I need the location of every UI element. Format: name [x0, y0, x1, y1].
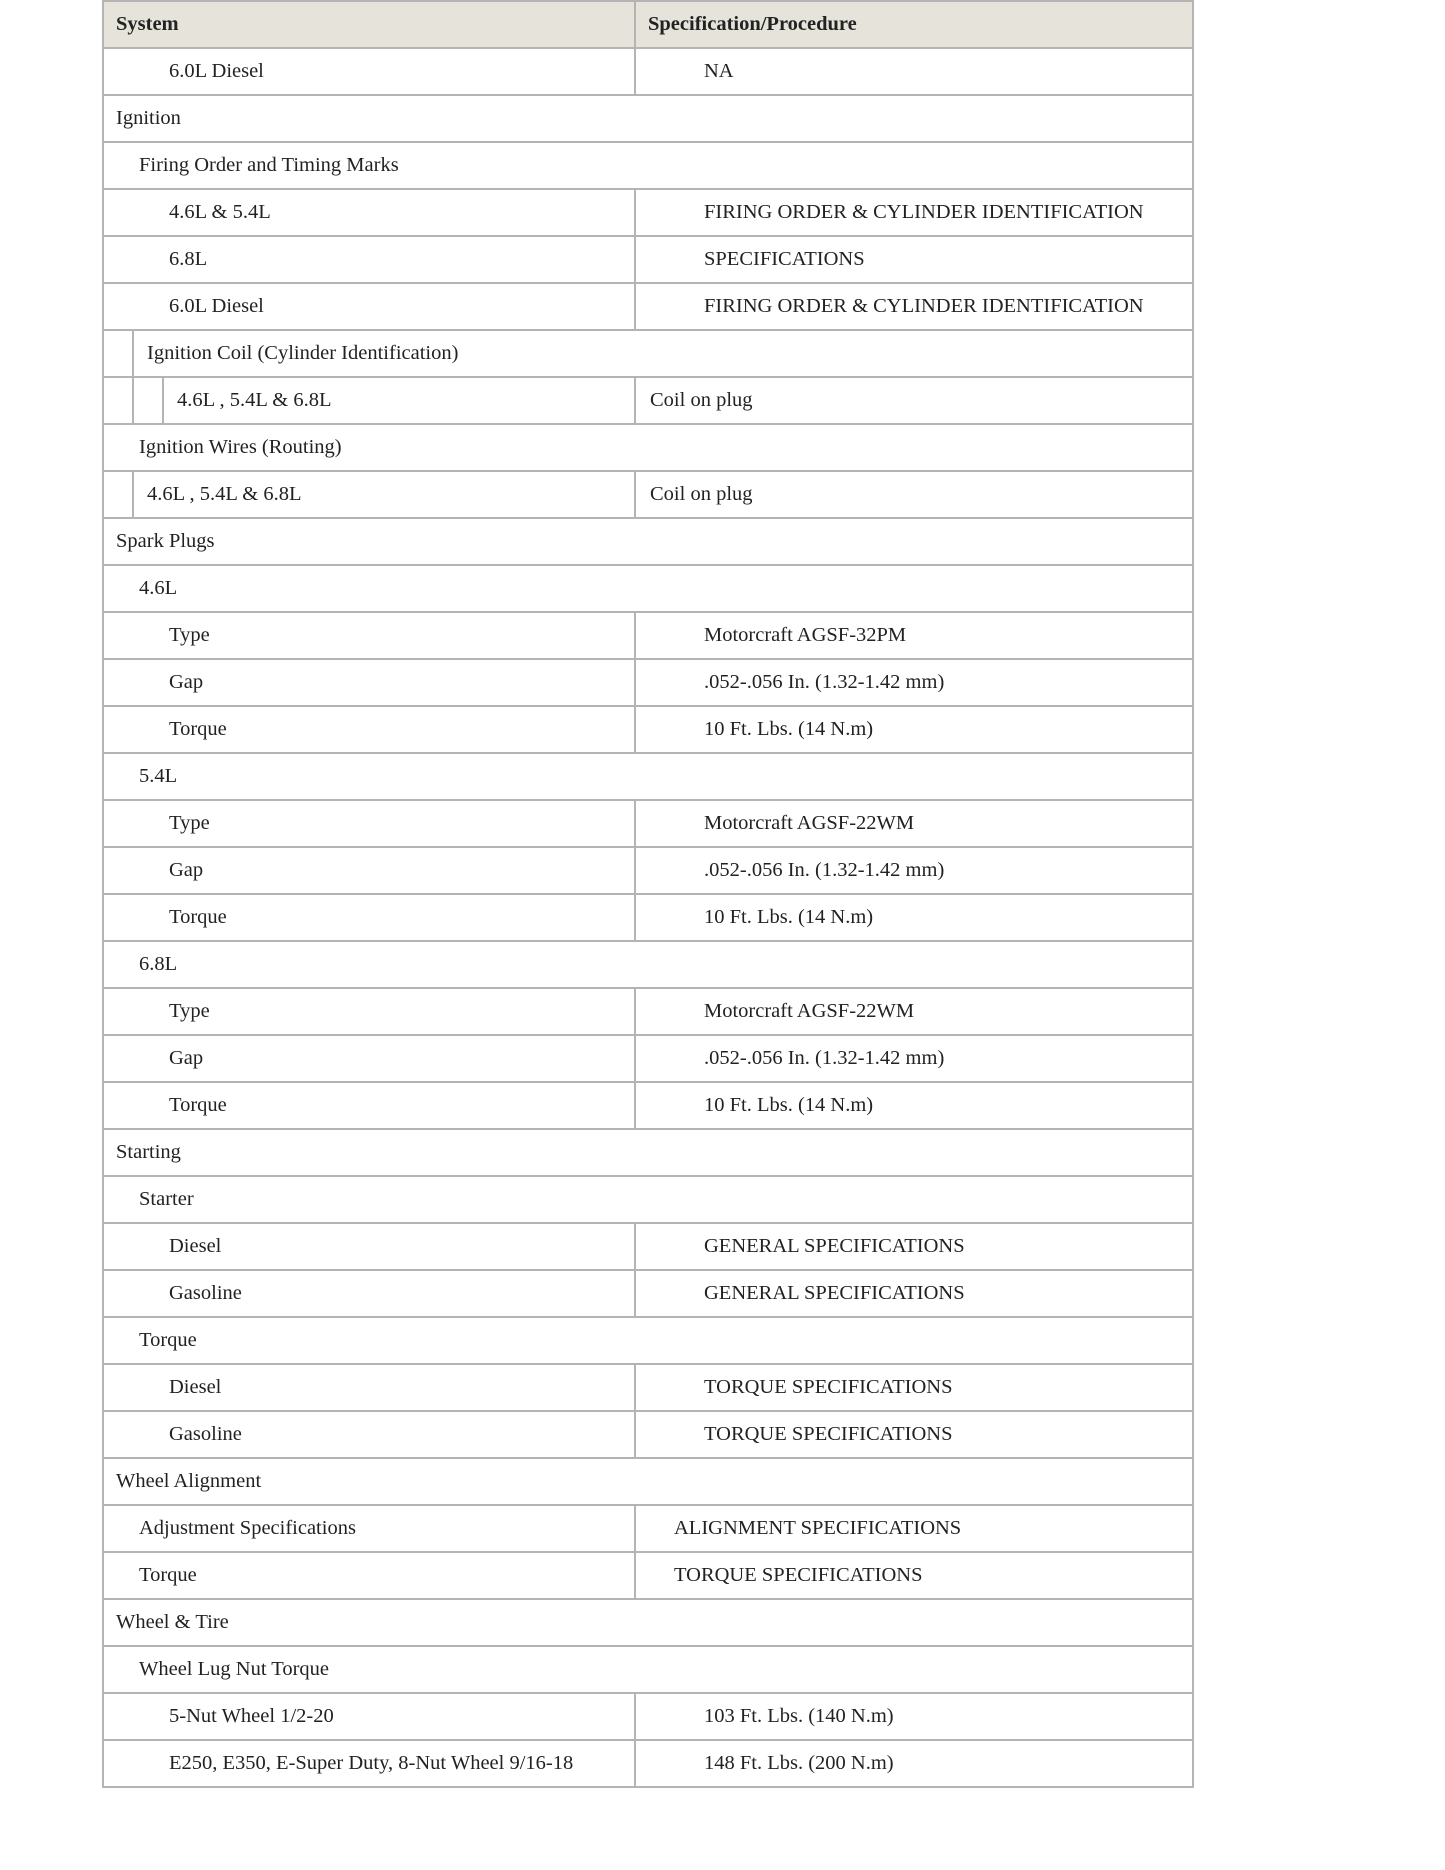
table-row — [103, 1035, 1193, 1082]
table-row — [103, 1223, 1193, 1270]
spec-cell: 10 Ft. Lbs. (14 N.m) — [635, 706, 1193, 753]
spec-cell: 10 Ft. Lbs. (14 N.m) — [635, 894, 1193, 941]
system-cell: Torque — [103, 1082, 635, 1129]
table-row — [103, 847, 1193, 894]
system-cell: Torque — [103, 706, 635, 753]
nested-system-cell — [103, 377, 635, 424]
section-label: Ignition Wires (Routing) — [103, 424, 1193, 471]
spec-cell: Motorcraft AGSF-22WM — [635, 988, 1193, 1035]
section-row — [103, 1129, 1193, 1176]
section-label: Wheel Alignment — [103, 1458, 1193, 1505]
spec-cell: Coil on plug — [635, 377, 1193, 424]
table-row — [103, 1411, 1193, 1458]
table-row — [103, 659, 1193, 706]
system-cell: Type — [103, 988, 635, 1035]
system-cell: Torque — [103, 894, 635, 941]
system-cell: Gasoline — [103, 1411, 635, 1458]
table-row — [103, 236, 1193, 283]
system-label: 4.6L , 5.4L & 6.8L — [147, 483, 302, 505]
section-row — [103, 95, 1193, 142]
indent-divider — [104, 331, 134, 376]
spec-cell: 148 Ft. Lbs. (200 N.m) — [635, 1740, 1193, 1787]
spec-cell: .052-.056 In. (1.32-1.42 mm) — [635, 1035, 1193, 1082]
spec-cell: .052-.056 In. (1.32-1.42 mm) — [635, 659, 1193, 706]
spec-cell: FIRING ORDER & CYLINDER IDENTIFICATION — [635, 189, 1193, 236]
table-row — [103, 894, 1193, 941]
system-cell: Diesel — [103, 1364, 635, 1411]
spec-cell: SPECIFICATIONS — [635, 236, 1193, 283]
system-label: 4.6L , 5.4L & 6.8L — [177, 389, 332, 411]
section-label: 6.8L — [103, 941, 1193, 988]
spec-cell: ALIGNMENT SPECIFICATIONS — [635, 1505, 1193, 1552]
system-cell: 6.0L Diesel — [103, 283, 635, 330]
system-cell: 4.6L & 5.4L — [103, 189, 635, 236]
spec-cell: FIRING ORDER & CYLINDER IDENTIFICATION — [635, 283, 1193, 330]
table-row — [103, 612, 1193, 659]
section-label: Ignition Coil (Cylinder Identification) — [147, 342, 459, 364]
system-cell: E250, E350, E-Super Duty, 8-Nut Wheel 9/16-18 — [103, 1740, 635, 1787]
section-row — [103, 1176, 1193, 1223]
table-row — [103, 189, 1193, 236]
table-header-row — [103, 1, 1193, 48]
spec-cell: TORQUE SPECIFICATIONS — [635, 1552, 1193, 1599]
spec-cell: NA — [635, 48, 1193, 95]
system-cell: Diesel — [103, 1223, 635, 1270]
indent-divider — [104, 378, 134, 423]
section-row — [103, 941, 1193, 988]
table-row — [103, 1270, 1193, 1317]
table-row — [103, 800, 1193, 847]
section-label: Firing Order and Timing Marks — [103, 142, 1193, 189]
system-cell: Gasoline — [103, 1270, 635, 1317]
system-cell: 6.0L Diesel — [103, 48, 635, 95]
system-cell: Gap — [103, 659, 635, 706]
section-label: Ignition — [103, 95, 1193, 142]
section-label: 5.4L — [103, 753, 1193, 800]
system-cell: Torque — [103, 1552, 635, 1599]
section-row — [103, 1599, 1193, 1646]
system-cell: Adjustment Specifications — [103, 1505, 635, 1552]
spec-cell: 10 Ft. Lbs. (14 N.m) — [635, 1082, 1193, 1129]
indent-divider — [104, 472, 134, 517]
indent-divider — [134, 378, 164, 423]
table-row — [103, 1740, 1193, 1787]
header-system: System — [103, 1, 635, 48]
section-row — [103, 424, 1193, 471]
section-row — [103, 565, 1193, 612]
system-cell: Type — [103, 612, 635, 659]
section-row — [103, 142, 1193, 189]
table-row — [103, 1552, 1193, 1599]
table-row — [103, 706, 1193, 753]
section-label: Starter — [103, 1176, 1193, 1223]
spec-cell: .052-.056 In. (1.32-1.42 mm) — [635, 847, 1193, 894]
section-label: Spark Plugs — [103, 518, 1193, 565]
table-row — [103, 471, 1193, 518]
section-label: 4.6L — [103, 565, 1193, 612]
table-row — [103, 48, 1193, 95]
section-row — [103, 1646, 1193, 1693]
spec-cell: Motorcraft AGSF-32PM — [635, 612, 1193, 659]
table-row — [103, 1505, 1193, 1552]
spec-cell: Motorcraft AGSF-22WM — [635, 800, 1193, 847]
section-row — [103, 330, 1193, 377]
section-row — [103, 1317, 1193, 1364]
section-label: Torque — [103, 1317, 1193, 1364]
table-row — [103, 1082, 1193, 1129]
section-label: Wheel & Tire — [103, 1599, 1193, 1646]
spec-table — [102, 0, 1194, 1788]
section-label: Starting — [103, 1129, 1193, 1176]
table-row — [103, 1693, 1193, 1740]
spec-cell: TORQUE SPECIFICATIONS — [635, 1364, 1193, 1411]
section-label: Wheel Lug Nut Torque — [103, 1646, 1193, 1693]
system-cell: Gap — [103, 1035, 635, 1082]
system-cell: Gap — [103, 847, 635, 894]
nested-section-cell — [103, 330, 1193, 377]
nested-system-cell — [103, 471, 635, 518]
section-row — [103, 753, 1193, 800]
spec-cell: 103 Ft. Lbs. (140 N.m) — [635, 1693, 1193, 1740]
table-row — [103, 283, 1193, 330]
spec-cell: GENERAL SPECIFICATIONS — [635, 1223, 1193, 1270]
spec-cell: Coil on plug — [635, 471, 1193, 518]
header-spec: Specification/Procedure — [635, 1, 1193, 48]
table-row — [103, 377, 1193, 424]
spec-cell: TORQUE SPECIFICATIONS — [635, 1411, 1193, 1458]
table-row — [103, 988, 1193, 1035]
system-cell: 5-Nut Wheel 1/2-20 — [103, 1693, 635, 1740]
section-row — [103, 1458, 1193, 1505]
system-cell: Type — [103, 800, 635, 847]
spec-cell: GENERAL SPECIFICATIONS — [635, 1270, 1193, 1317]
section-row — [103, 518, 1193, 565]
table-row — [103, 1364, 1193, 1411]
system-cell: 6.8L — [103, 236, 635, 283]
